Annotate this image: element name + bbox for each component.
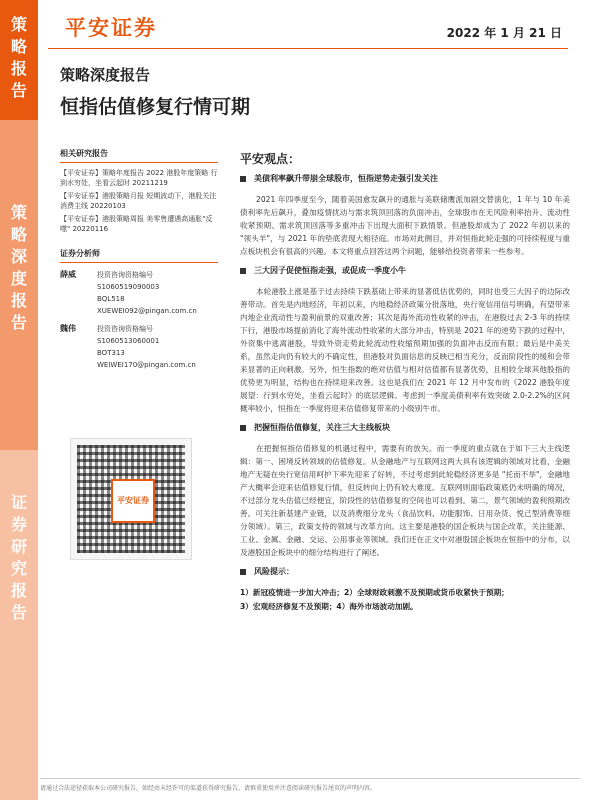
sidebar-char: 策 xyxy=(10,15,27,34)
bullet-square-icon xyxy=(240,268,246,274)
section-heading: 美债利率飙升带崩全球股市，恒指逆势走强引发关注 xyxy=(254,174,438,183)
analysts-heading: 证券分析师 xyxy=(60,248,218,263)
sidebar-char: 略 xyxy=(10,225,27,244)
analyst-details xyxy=(97,269,197,317)
analyst-name: 魏伟 xyxy=(60,324,76,333)
paragraph: 2021 年四季度至今，随着美国愈发飙升的通胀与美联储鹰派加剧交替演化，1 年与 10 年美债利率先后飙升，叠加疫情扰动与需求筑顶回落的负面冲击，全球股市在无风险利率抬升、流动性收紧预期、需求筑顶回落等多重冲击下出现大面积下跌情景。但港股却成为了 2022 年初以来的 "领头羊"，与 2021 年的垫底表现大相径庭。市场对此侧目，并对恒指此轮走强的可持续程度与重点板块机会有很高的兴趣。本文将重点回答这两个问题，能够给投资者带来一些参考。 xyxy=(240,195,570,256)
header-divider xyxy=(48,48,568,49)
sidebar-char: 券 xyxy=(10,515,27,534)
analyst-card xyxy=(60,269,218,317)
analyst-name: 薛威 xyxy=(60,270,76,279)
section-bullet xyxy=(240,172,570,185)
sidebar-char: 告 xyxy=(10,603,27,622)
related-report-link[interactable]: 【平安证券】港股策略周报 美零售遭遇高通胀"反噬" 20220116 xyxy=(60,215,213,233)
analyst-role: 投资咨询资格编号 xyxy=(97,271,153,279)
section-bullet xyxy=(240,421,570,434)
sidebar-char: 报 xyxy=(10,291,27,310)
analyst-details xyxy=(97,323,196,371)
section-heading: 把握恒指估值修复，关注三大主线板块 xyxy=(254,423,390,432)
qr-logo: 平安证券 xyxy=(111,479,155,523)
left-column xyxy=(60,148,218,505)
paragraph: 在把握恒指估值修复的机遇过程中，需要有的放矢。而一季度的重点就在于如下三大主线逻辑：第一、困境反转领域的估值修复。从金融地产与互联网这两大具有该逻辑的领域对比看，金融地产无疑在央行宽信用呵护下率先迎来了好转，不过考虑到此轮稳经济更多是 "托而不举"，金融地产大概率会迎来估值修复行情，但反转向上仍有较大难度。互联网则面临政策底仍未明确的境况，不过部分龙头估值已经便宜，阶段性的估值修复的空间也可以看到。第二，景气领域的盈利预期改善。可关注新基建产业链，以及消费细分龙头（食品饮料、功能服饰、日用杂货、悦己型消费等细分领域）。第三，政策支持的领域与改革方向。这主要是港股的国企板块与国企改革，关注能源、工业、金属、金融、交运、公用事业等领域。我们还在正文中对港股国企板块在恒指中的分布，以及港股国企板块中的细分结构进行了阐述。 xyxy=(240,444,570,557)
risk-line: 3）宏观经济修复不及预期；4）海外市场波动加剧。 xyxy=(240,602,418,611)
sidebar-block-report xyxy=(0,0,38,120)
risk-bullet xyxy=(240,565,570,578)
company-logo: 平安证券 xyxy=(65,16,157,40)
footer-disclaimer: 请通过合法途径获取本公司研究报告，如经由未经许可的渠道获得研究报告，请慎重使用并注意阅读研究报告尾页的声明内容。 xyxy=(40,778,580,792)
sidebar-char: 研 xyxy=(10,537,27,556)
analyst-card xyxy=(60,323,218,371)
related-report-link[interactable]: 【平安证券】策略年度报告 2022 港股年度策略 行到水穷处，坐看云起时 20211219 xyxy=(60,169,218,187)
sidebar-char: 度 xyxy=(10,269,27,288)
report-type: 策略深度报告 xyxy=(60,66,151,84)
sidebar-char: 略 xyxy=(10,37,27,56)
qr-code xyxy=(70,438,192,560)
analyst-email[interactable]: WEIWEI170@pingan.com.cn xyxy=(97,361,196,369)
section-bullet xyxy=(240,264,570,277)
sidebar-char: 报 xyxy=(10,59,27,78)
bullet-square-icon xyxy=(240,569,246,575)
section-heading: 三大因子促使恒指走强，或促成一季度小牛 xyxy=(254,266,406,275)
bullet-square-icon xyxy=(240,425,246,431)
sidebar-char: 告 xyxy=(10,313,27,332)
sidebar-block-research xyxy=(0,450,38,800)
analyst-code: BQL518 xyxy=(97,295,125,303)
sidebar-char: 究 xyxy=(10,559,27,578)
analyst-license: S1060513060001 xyxy=(97,337,160,345)
bullet-square-icon xyxy=(240,176,246,182)
analyst-code: BOT313 xyxy=(97,349,125,357)
analyst-role: 投资咨询资格编号 xyxy=(97,325,153,333)
analysts-section xyxy=(60,248,218,371)
sidebar-block-deep-report xyxy=(0,120,38,450)
sidebar xyxy=(0,0,38,800)
sidebar-char: 证 xyxy=(10,493,27,512)
risk-line: 1）新冠疫情进一步加大冲击；2）全球财政刺激不及预期或货币收紧快于预期； xyxy=(240,588,509,597)
analyst-license: S1060519090003 xyxy=(97,283,160,291)
risk-heading: 风险提示： xyxy=(254,567,294,576)
related-report-link[interactable]: 【平安证券】港股策略月报 短期波动下，港股关注消费主线 20220103 xyxy=(60,192,217,210)
main-content xyxy=(240,153,570,614)
paragraph: 本轮港股上涨是基于过去持续下跌基础上带来的显著低估优势的，同时也受三大因子的边际改善带动。首先是内地经济，年初以来，内地稳经济政策分批落地，央行宽信用信号明确，有望带来内地企业流动性与盈利前景的双重改善；其次是海外流动性收紧的冲击，在港股过去 2-3 年的持续下行，港股市场提前消化了海外流动性收紧的大部分冲击，特别是 2021 年的逆势下跌的过程中，外资集中逃离港股，导致外资走势此轮流动性收缩预期加强的负面冲击反而有限；最后是中美关系，虽然走向仍有较大的不确定性，但港股对负面信息的反映已相当充分，反而阶段性的缓和会带来显著的正向刺激。另外，恒生指数的绝对估值与相对估值都有显著优势，且相较全球其他股指的优势更为明显，结构也在持续迎来改善。这也是我们在 2021 年 12 月中发布的《2022 港股年度展望：行到水穷处，坐看云起时》的底层逻辑。考虑到一季度美债利率有效突破 2.0-2.2%的区间概率较小，恒指在一季度将迎来估值修复带来的小级别牛市。 xyxy=(240,287,570,413)
sidebar-char: 告 xyxy=(10,81,27,100)
viewpoint-heading: 平安观点： xyxy=(240,152,301,166)
sidebar-char: 深 xyxy=(10,247,27,266)
qr-pattern xyxy=(77,445,185,553)
sidebar-char: 策 xyxy=(10,203,27,222)
analyst-email[interactable]: XUEWEI092@pingan.com.cn xyxy=(97,307,197,315)
related-reports-heading: 相关研究报告 xyxy=(60,148,218,163)
sidebar-char: 报 xyxy=(10,581,27,600)
related-reports-list xyxy=(60,168,218,234)
report-date: 2022 年 1 月 21 日 xyxy=(446,26,562,40)
page-title: 恒指估值修复行情可期 xyxy=(60,96,251,118)
